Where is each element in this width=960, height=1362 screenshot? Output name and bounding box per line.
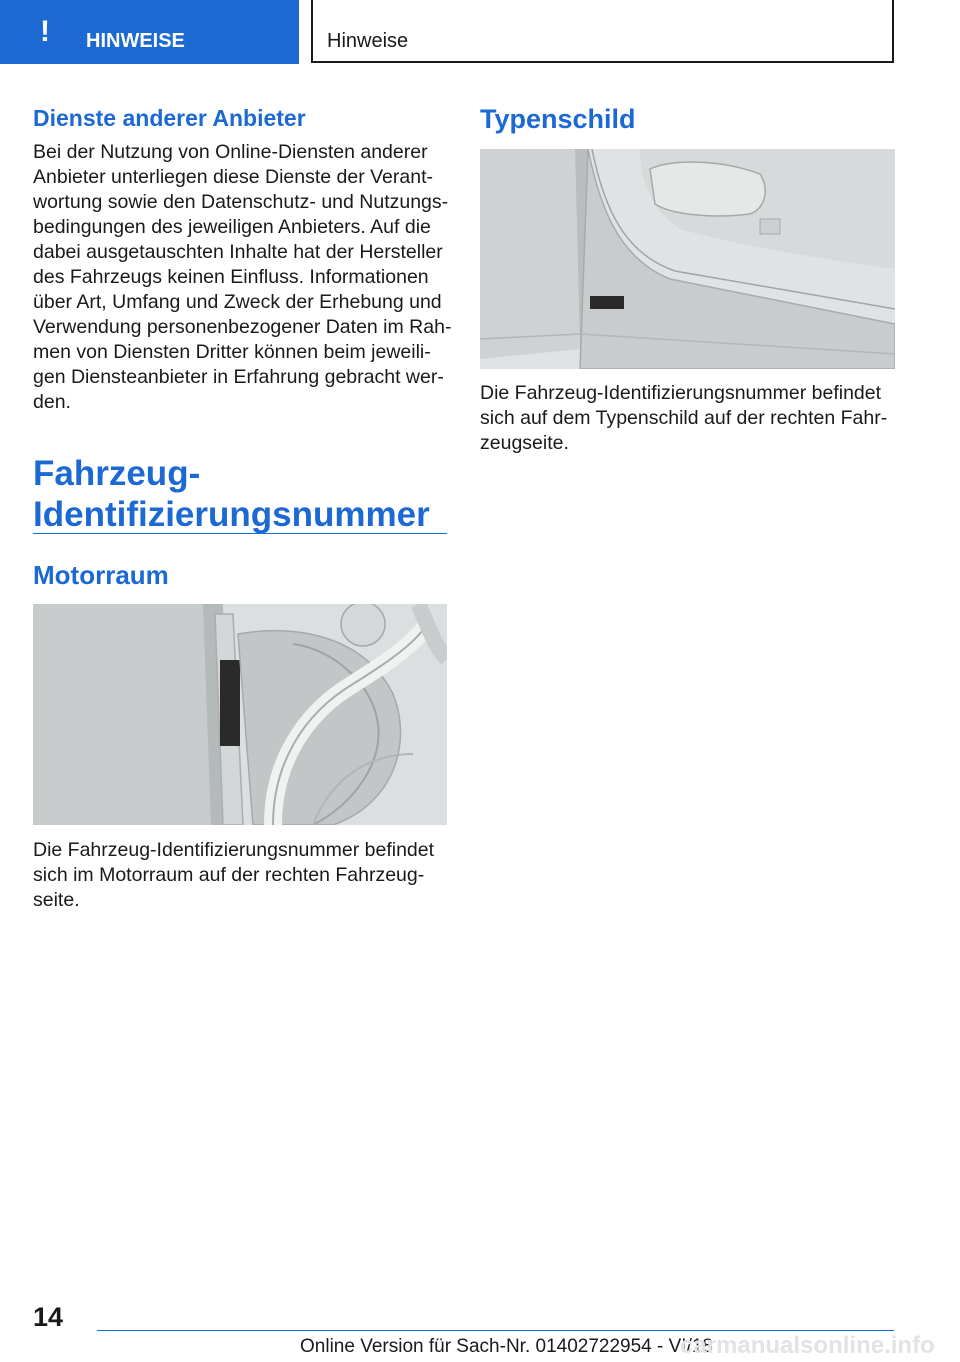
vin-heading-line1: Fahrzeug- bbox=[33, 454, 201, 493]
caption-line: Die Fahrzeug-Identifizierungsnummer befindet bbox=[480, 382, 882, 404]
caption-line: zeugseite. bbox=[480, 432, 569, 454]
online-version-text: Online Version für Sach-Nr. 01402722954 - VI/18 bbox=[300, 1336, 713, 1357]
footer-rule bbox=[97, 1330, 894, 1331]
text-line: den. bbox=[33, 391, 71, 413]
exclamation-icon: ! bbox=[40, 15, 50, 48]
text-line: über Art, Umfang und Zweck der Erhebung und bbox=[33, 291, 442, 313]
heading-rule bbox=[33, 533, 447, 534]
text-line: dabei ausgetauschten Inhalte hat der Hersteller bbox=[33, 241, 443, 263]
chapter-label: HINWEISE bbox=[86, 30, 185, 52]
section-header bbox=[311, 0, 894, 63]
services-paragraph bbox=[33, 140, 453, 415]
vin-heading bbox=[33, 453, 447, 535]
text-line: gen Diensteanbieter in Erfahrung gebracht wer- bbox=[33, 366, 444, 388]
type-plate-caption bbox=[480, 381, 900, 456]
text-line: Anbieter unterliegen diese Dienste der Verant- bbox=[33, 166, 433, 188]
engine-bay-heading: Motorraum bbox=[33, 560, 169, 590]
watermark: carmanualsonline.info bbox=[680, 1332, 935, 1359]
services-heading: Dienste anderer Anbieter bbox=[33, 105, 306, 131]
caption-line: sich im Motorraum auf der rechten Fahrzeug- bbox=[33, 864, 425, 886]
caption-line: seite. bbox=[33, 889, 80, 911]
text-line: Verwendung personenbezogener Daten im Rah- bbox=[33, 316, 452, 338]
text-line: men von Diensten Dritter können beim jeweili- bbox=[33, 341, 431, 363]
text-line: des Fahrzeugs keinen Einfluss. Informationen bbox=[33, 266, 429, 288]
chapter-tab bbox=[0, 0, 299, 64]
text-line: Bei der Nutzung von Online-Diensten anderer bbox=[33, 141, 428, 163]
engine-bay-illustration bbox=[33, 604, 447, 825]
type-plate-illustration bbox=[480, 149, 895, 369]
caption-line: Die Fahrzeug-Identifizierungsnummer befindet bbox=[33, 839, 435, 861]
section-label: Hinweise bbox=[327, 30, 409, 52]
vin-heading-line2: Identifizierungsnummer bbox=[33, 495, 430, 534]
type-plate-heading: Typenschild bbox=[480, 104, 636, 134]
engine-bay-caption bbox=[33, 838, 453, 913]
text-line: wortung sowie den Datenschutz- und Nutzungs- bbox=[33, 191, 449, 213]
text-line: bedingungen des jeweiligen Anbieters. Auf die bbox=[33, 216, 431, 238]
page-number: 14 bbox=[33, 1302, 64, 1332]
caption-line: sich auf dem Typenschild auf der rechten Fahr- bbox=[480, 407, 888, 429]
